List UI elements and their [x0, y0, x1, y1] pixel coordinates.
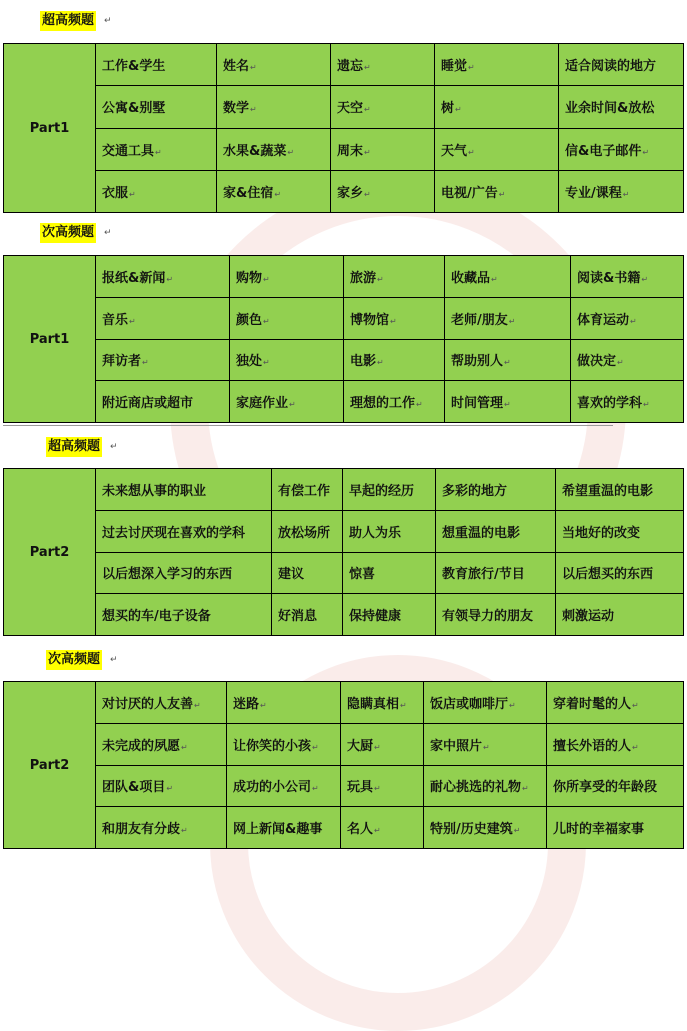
topic-cell: 好消息: [272, 594, 343, 636]
topic-cell: 购物↵: [230, 256, 344, 298]
topic-cell: 饭店或咖啡厅↵: [424, 682, 547, 724]
topic-cell: 报纸&新闻↵: [96, 256, 230, 298]
part-label: Part1: [4, 256, 96, 423]
topic-cell: 收藏品↵: [445, 256, 571, 298]
topic-cell: 名人↵: [341, 807, 424, 849]
topic-cell: 对讨厌的人友善↵: [96, 682, 227, 724]
topic-cell: 特别/历史建筑↵: [424, 807, 547, 849]
paragraph-mark: ↵: [104, 228, 112, 238]
topic-cell: 衣服↵: [96, 170, 217, 212]
topic-cell: 让你笑的小孩↵: [227, 723, 341, 765]
topic-cell: 希望重温的电影: [556, 469, 684, 511]
topic-cell: 有领导力的朋友: [436, 594, 556, 636]
topic-cell: 做决定↵: [571, 339, 684, 381]
topic-cell: 家&住宿↵: [217, 170, 331, 212]
table-row: [4, 552, 684, 594]
topic-cell: 惊喜: [343, 552, 436, 594]
topic-cell: 附近商店或超市: [96, 381, 230, 423]
topic-cell: 未完成的夙愿↵: [96, 723, 227, 765]
topic-cell: 和朋友有分歧↵: [96, 807, 227, 849]
topic-cell: 以后想深入学习的东西: [96, 552, 272, 594]
topic-cell: 过去讨厌现在喜欢的学科: [96, 510, 272, 552]
table-row: [4, 86, 684, 128]
table-row: [4, 128, 684, 170]
topic-cell: 儿时的幸福家事: [547, 807, 684, 849]
table-row: [4, 807, 684, 849]
topic-cell: 业余时间&放松: [559, 86, 684, 128]
paragraph-mark: ↵: [110, 442, 118, 452]
topic-cell: 理想的工作↵: [344, 381, 445, 423]
topic-cell: 喜欢的学科↵: [571, 381, 684, 423]
topic-cell: 博物馆↵: [344, 297, 445, 339]
topic-cell: 刺激运动: [556, 594, 684, 636]
topic-cell: 耐心挑选的礼物↵: [424, 765, 547, 807]
topic-cell: 阅读&书籍↵: [571, 256, 684, 298]
topic-cell: 助人为乐: [343, 510, 436, 552]
table-row: [4, 510, 684, 552]
topic-cell: 有偿工作: [272, 469, 343, 511]
topic-cell: 擅长外语的人↵: [547, 723, 684, 765]
topic-cell: 保持健康: [343, 594, 436, 636]
topic-cell: 独处↵: [230, 339, 344, 381]
topic-cell: 穿着时髦的人↵: [547, 682, 684, 724]
table-row: [4, 256, 684, 298]
topic-cell: 当地好的改变: [556, 510, 684, 552]
topic-table: [3, 255, 684, 423]
topic-cell: 适合阅读的地方: [559, 44, 684, 86]
topic-cell: 睡觉↵: [435, 44, 559, 86]
paragraph-mark: ↵: [110, 655, 118, 665]
topic-cell: 信&电子邮件↵: [559, 128, 684, 170]
topic-cell: 交通工具↵: [96, 128, 217, 170]
topic-cell: 玩具↵: [341, 765, 424, 807]
topic-cell: 未来想从事的职业: [96, 469, 272, 511]
topic-cell: 拜访者↵: [96, 339, 230, 381]
topic-cell: 帮助别人↵: [445, 339, 571, 381]
table-row: [4, 723, 684, 765]
table-row: [4, 339, 684, 381]
topic-cell: 音乐↵: [96, 297, 230, 339]
topic-cell: 电视/广告↵: [435, 170, 559, 212]
topic-cell: 以后想买的东西: [556, 552, 684, 594]
topic-cell: 工作&学生: [96, 44, 217, 86]
topic-table: [3, 43, 684, 213]
topic-cell: 你所享受的年龄段: [547, 765, 684, 807]
topic-cell: 时间管理↵: [445, 381, 571, 423]
topic-cell: 树↵: [435, 86, 559, 128]
part-label: Part2: [4, 682, 96, 849]
topic-cell: 教育旅行/节目: [436, 552, 556, 594]
part-label: Part1: [4, 44, 96, 213]
section-heading: 超高频题: [46, 437, 102, 457]
topic-cell: 旅游↵: [344, 256, 445, 298]
topic-cell: 天气↵: [435, 128, 559, 170]
topic-cell: 遗忘↵: [331, 44, 435, 86]
topic-cell: 家乡↵: [331, 170, 435, 212]
topic-cell: 建议: [272, 552, 343, 594]
topic-cell: 早起的经历: [343, 469, 436, 511]
divider-line: [3, 425, 613, 426]
table-row: [4, 765, 684, 807]
topic-cell: 团队&项目↵: [96, 765, 227, 807]
topic-cell: 专业/课程↵: [559, 170, 684, 212]
table-row: [4, 170, 684, 212]
topic-table: [3, 468, 684, 636]
topic-cell: 放松场所: [272, 510, 343, 552]
topic-cell: 天空↵: [331, 86, 435, 128]
topic-cell: 隐瞒真相↵: [341, 682, 424, 724]
section-heading: 超高频题: [40, 11, 96, 31]
table-row: [4, 381, 684, 423]
table-row: [4, 594, 684, 636]
topic-cell: 想买的车/电子设备: [96, 594, 272, 636]
topic-cell: 迷路↵: [227, 682, 341, 724]
topic-cell: 公寓&别墅: [96, 86, 217, 128]
topic-cell: 家庭作业↵: [230, 381, 344, 423]
table-row: [4, 44, 684, 86]
topic-cell: 成功的小公司↵: [227, 765, 341, 807]
topic-cell: 数学↵: [217, 86, 331, 128]
topic-cell: 老师/朋友↵: [445, 297, 571, 339]
topic-cell: 多彩的地方: [436, 469, 556, 511]
topic-cell: 网上新闻&趣事: [227, 807, 341, 849]
part-label: Part2: [4, 469, 96, 636]
topic-cell: 颜色↵: [230, 297, 344, 339]
topic-table: [3, 681, 684, 849]
topic-cell: 电影↵: [344, 339, 445, 381]
topic-cell: 水果&蔬菜↵: [217, 128, 331, 170]
section-heading: 次高频题: [40, 223, 96, 243]
table-row: [4, 682, 684, 724]
table-row: [4, 297, 684, 339]
topic-cell: 想重温的电影: [436, 510, 556, 552]
topic-cell: 姓名↵: [217, 44, 331, 86]
topic-cell: 家中照片↵: [424, 723, 547, 765]
topic-cell: 周末↵: [331, 128, 435, 170]
section-heading: 次高频题: [46, 650, 102, 670]
topic-cell: 大厨↵: [341, 723, 424, 765]
paragraph-mark: ↵: [104, 16, 112, 26]
table-row: [4, 469, 684, 511]
topic-cell: 体育运动↵: [571, 297, 684, 339]
